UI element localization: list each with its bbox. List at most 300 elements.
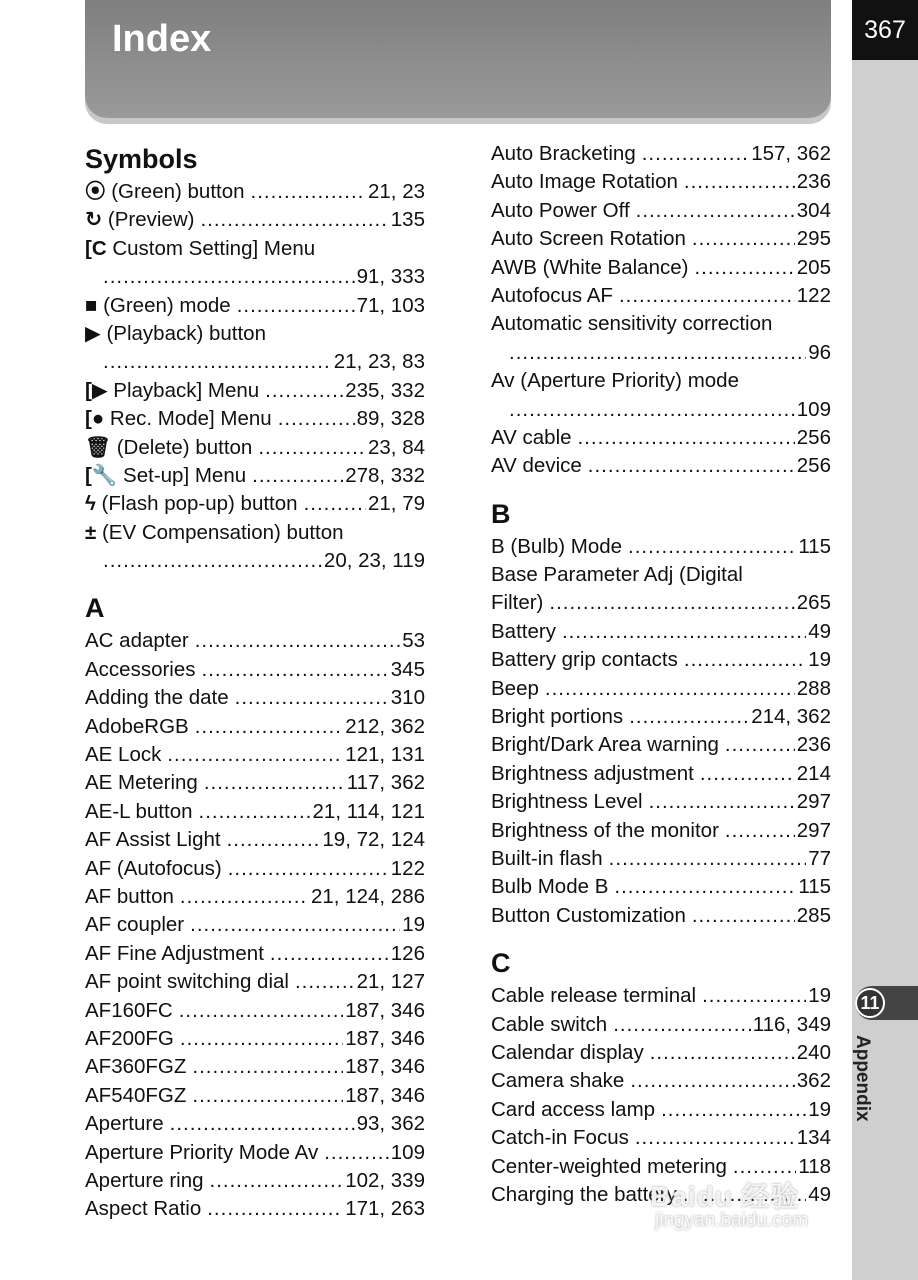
page-refs: 19 [808,1097,831,1121]
page-refs: 278, 332 [345,463,425,487]
page-title: Index [112,18,212,60]
page-refs: 205 [796,255,831,279]
term-text: Filter) [491,591,544,615]
page-refs: 19, 72, 124 [322,828,425,852]
term-text: Playback] Menu [107,378,260,402]
index-entry [491,533,831,561]
index-term [491,703,623,731]
page-refs: 19 [402,913,425,937]
index-term [85,434,252,462]
term-text: Battery [491,619,556,643]
term-text: Catch-in Focus [491,1126,629,1150]
symbol-icon: [C [85,236,107,260]
index-entry [85,434,425,462]
page-refs: 89, 328 [356,407,425,431]
index-entry [491,367,831,395]
leader-dots [562,618,806,646]
page-refs: 77 [808,846,831,870]
term-text: AF (Autofocus) [85,856,222,880]
page-refs: 171, 263 [345,1197,425,1221]
symbol-icon: [🔧 [85,463,118,487]
index-term [491,168,678,196]
leader-dots [199,798,311,826]
page-refs: 21, 23 [368,180,425,203]
leader-dots [180,883,309,911]
term-text: AE-L button [85,799,193,823]
term-text: Center-weighted metering [491,1154,727,1178]
term-text: Battery grip contacts [491,648,678,672]
index-term [491,646,678,674]
index-entry [491,731,831,759]
index-term [491,618,556,646]
term-text: AF point switching dial [85,970,289,994]
page-refs: 304 [796,198,831,222]
index-term [85,911,184,939]
index-entry [491,618,831,646]
index-entry [491,788,831,816]
index-term [491,1011,607,1039]
leader-dots [103,547,322,575]
index-term [491,788,643,816]
term-text: AF540FGZ [85,1083,187,1107]
leader-dots [179,997,343,1025]
leader-dots [202,656,389,684]
term-text: Aperture ring [85,1168,204,1192]
index-term [491,225,686,253]
term-text: Av (Aperture Priority) mode [491,369,739,393]
symbol-icon: ϟ [85,492,96,516]
term-text: Cable release terminal [491,984,697,1008]
index-term [85,178,245,206]
index-term [85,883,174,911]
index-term [85,627,189,655]
page-refs: 115 [798,534,831,558]
symbols-list [85,178,425,575]
leader-dots [251,178,366,206]
watermark-url: jingyan.baidu.com [655,1210,809,1231]
index-entry [85,883,425,911]
page-refs: 265 [796,591,831,615]
leader-dots [103,263,355,291]
index-entry [85,855,425,883]
index-entry [85,798,425,826]
term-text: AdobeRGB [85,714,189,738]
index-term [85,1110,164,1138]
index-entry [491,982,831,1010]
page-refs: 20, 23, 119 [323,549,425,573]
index-term [85,968,289,996]
page-refs: 236 [796,170,831,194]
leader-dots [694,254,794,282]
page-refs: 53 [402,629,425,653]
page-refs: 256 [796,454,831,478]
page-refs: 187, 346 [345,1055,425,1079]
index-entry [85,656,425,684]
leader-dots [725,817,795,845]
index-entry [85,1195,425,1223]
leader-dots [630,1067,794,1095]
term-text: Cable switch [491,1012,608,1036]
term-text: AE Lock [85,743,162,767]
term-text: AWB (White Balance) [491,255,689,279]
index-term [491,1096,655,1124]
page-refs: 96 [808,340,831,364]
term-text: AF Assist Light [85,828,221,852]
page-refs: 49 [808,619,831,643]
term-text: Card access lamp [491,1097,656,1121]
leader-dots [235,684,389,712]
leader-dots [636,197,795,225]
page-refs: 49 [808,1182,831,1206]
index-entry [491,703,831,731]
leader-dots [692,902,795,930]
index-entry [85,826,425,854]
term-text: AE Metering [85,771,198,795]
symbol-icon: ▶ [85,321,101,345]
index-entry [85,741,425,769]
index-term [491,1039,644,1067]
index-entry [491,1039,831,1067]
index-entry [85,968,425,996]
leader-dots [278,405,355,433]
index-term [491,533,622,561]
leader-dots [227,826,321,854]
term-text: Aperture [85,1112,164,1136]
index-term [491,452,582,480]
index-entry [85,769,425,797]
leader-dots [684,168,795,196]
index-term [85,826,221,854]
index-entry [491,675,831,703]
index-entry [491,168,831,196]
index-term [491,760,694,788]
term-text: Auto Bracketing [491,142,636,165]
term-text: Camera shake [491,1069,625,1093]
index-term [85,1053,186,1081]
index-term [85,940,264,968]
term-text: AV device [491,454,582,478]
leader-dots [167,741,343,769]
page-refs: 310 [390,686,425,710]
page-refs: 21, 127 [356,970,425,994]
index-entry [85,1139,425,1167]
leader-dots [613,1011,751,1039]
page-refs: 116, 349 [752,1012,831,1036]
term-text: Bulb Mode B [491,875,609,899]
index-entry [491,817,831,845]
term-text: Aspect Ratio [85,1197,202,1221]
index-entry [85,235,425,263]
symbol-icon: [▶ [85,378,108,402]
term-text: Brightness Level [491,790,643,814]
leader-dots [635,1124,795,1152]
index-term [491,589,543,617]
term-text: Set-up] Menu [117,463,247,487]
index-term [491,982,696,1010]
index-term [85,1167,204,1195]
term-text: (Preview) [102,208,195,232]
page-refs: 295 [796,227,831,251]
section-heading-c: C [491,948,511,979]
index-term [85,1025,174,1053]
index-entry [491,1124,831,1152]
index-term [491,1181,677,1209]
index-term [85,997,173,1025]
index-entry [85,1110,425,1138]
term-text: Custom Setting] Menu [106,236,316,260]
index-entry [491,197,831,225]
a-entries-continued-list [491,140,831,481]
index-entry [491,424,831,452]
page-refs: 71, 103 [356,293,425,317]
leader-dots [609,845,807,873]
page-refs: 362 [796,1069,831,1093]
index-entry [85,547,425,575]
index-term [85,490,298,518]
index-term [491,675,539,703]
leader-dots [509,396,795,424]
symbol-icon: 🗑 [85,435,112,459]
index-term [85,1139,318,1167]
section-heading-symbols: Symbols [85,144,198,174]
index-term [85,1082,186,1110]
page-refs: 118 [798,1154,831,1178]
leader-dots [692,225,795,253]
term-text: Button Customization [491,903,686,927]
term-text: Bright/Dark Area warning [491,733,719,757]
index-entry [491,282,831,310]
term-text: Accessories [85,657,196,681]
term-text: Brightness adjustment [491,761,694,785]
index-term [85,798,193,826]
index-entry [85,377,425,405]
index-entry [491,1011,831,1039]
section-heading-a: A [85,593,105,624]
index-entry [491,339,831,367]
page-refs: 93, 362 [356,1112,425,1136]
index-entry [85,348,425,376]
term-text: AF button [85,884,174,908]
symbol-icon: [● [85,407,105,431]
index-term [491,254,688,282]
index-entry [85,490,425,518]
index-term [85,769,198,797]
index-entry [85,292,425,320]
page-refs: 288 [796,676,831,700]
index-entry [491,902,831,930]
leader-dots [190,911,400,939]
index-term [85,713,189,741]
leader-dots [195,627,400,655]
index-term [85,377,259,405]
index-entry [491,225,831,253]
symbol-icon: ⦿ [85,180,106,203]
leader-dots [103,348,332,376]
index-term [491,817,719,845]
index-entry [491,254,831,282]
leader-dots [192,1082,343,1110]
index-term [85,462,246,490]
leader-dots [180,1025,343,1053]
page-refs: 187, 346 [345,1083,425,1107]
index-term [85,855,222,883]
index-entry [85,519,425,547]
symbol-icon: ± [85,520,97,544]
page-refs: 21, 114, 121 [312,799,425,823]
leader-dots [258,434,366,462]
leader-dots [642,140,749,168]
index-entry [85,1167,425,1195]
term-text: AF360FGZ [85,1055,187,1079]
page-refs: 117, 362 [346,771,425,795]
watermark-brand: Baidu 经验 [650,1181,800,1212]
page-refs: 21, 124, 286 [311,884,425,908]
chapter-label: Appendix [852,1035,873,1122]
leader-dots [192,1053,343,1081]
index-term [491,197,630,225]
index-entry [85,405,425,433]
index-term [85,206,194,234]
page-refs: 256 [796,425,831,449]
index-term [85,684,229,712]
page-refs: 285 [796,903,831,927]
index-entry [491,396,831,424]
term-text: B (Bulb) Mode [491,534,623,558]
page-number: 367 [852,0,918,60]
term-text: Autofocus AF [491,283,613,307]
index-column-left [85,140,425,1224]
term-text: Aperture Priority Mode Av [85,1140,319,1164]
page-refs: 297 [796,790,831,814]
index-entry [85,684,425,712]
chapter-number: 11 [855,988,885,1018]
b-entries-list [491,533,831,930]
term-text: AC adapter [85,629,189,653]
leader-dots [204,769,345,797]
index-entry [85,206,425,234]
index-term [491,902,686,930]
index-entry [491,589,831,617]
index-entry [85,627,425,655]
leader-dots [237,292,355,320]
leader-dots [661,1096,806,1124]
leader-dots [619,282,795,310]
term-text: Adding the date [85,686,229,710]
term-text: Brightness of the monitor [491,818,719,842]
symbol-icon: ↻ [85,208,103,232]
index-term [491,424,572,452]
page-refs: 236 [796,733,831,757]
index-term [491,561,743,589]
page-refs: 122 [390,856,425,880]
leader-dots [628,533,796,561]
index-term [85,405,272,433]
leader-dots [700,760,795,788]
term-text: Rec. Mode] Menu [104,407,272,431]
term-text: AF160FC [85,998,173,1022]
page-refs: 109 [390,1140,425,1164]
index-entry [491,646,831,674]
index-entry [85,1025,425,1053]
index-term [85,292,231,320]
page-refs: 240 [796,1040,831,1064]
term-text: AF coupler [85,913,185,937]
leader-dots [649,788,795,816]
index-entry [85,940,425,968]
term-text: Auto Power Off [491,198,630,222]
page-refs: 212, 362 [345,714,425,738]
page-refs: 102, 339 [345,1168,425,1192]
index-term [491,367,739,395]
term-text: Auto Screen Rotation [491,227,686,251]
leader-dots [650,1039,795,1067]
page-refs: 135 [390,208,425,232]
leader-dots [578,424,795,452]
leader-dots [295,968,355,996]
term-text: Bright portions [491,705,624,729]
leader-dots [588,452,795,480]
page-refs: 235, 332 [345,378,425,402]
page-refs: 134 [796,1126,831,1150]
term-text: (Playback) button [100,321,266,345]
leader-dots [304,490,366,518]
term-text: AF200FG [85,1026,174,1050]
page-refs: 109 [796,397,831,421]
index-entry [85,997,425,1025]
leader-dots [702,982,806,1010]
index-column-right [491,140,831,1209]
index-term [85,519,344,547]
index-entry [85,320,425,348]
index-term [491,1124,629,1152]
index-term [85,656,196,684]
leader-dots [210,1167,344,1195]
index-term [85,235,315,263]
leader-dots [614,873,796,901]
page-refs: 297 [796,818,831,842]
leader-dots [629,703,749,731]
index-entry [85,1053,425,1081]
leader-dots [725,731,795,759]
leader-dots [545,675,795,703]
leader-dots [228,855,389,883]
page-refs: 187, 346 [345,998,425,1022]
leader-dots [207,1195,343,1223]
index-entry [85,178,425,206]
term-text: (Green) button [105,180,245,203]
term-text: AV cable [491,425,572,449]
term-text: AF Fine Adjustment [85,941,264,965]
index-term [491,282,613,310]
term-text: Calendar display [491,1040,644,1064]
leader-dots [324,1139,389,1167]
page-refs: 187, 346 [345,1026,425,1050]
page-refs: 21, 23, 83 [333,350,425,374]
index-entry [491,561,831,589]
term-text: Built-in flash [491,846,603,870]
page-refs: 121, 131 [345,743,425,767]
index-entry [491,1096,831,1124]
index-term [85,741,161,769]
index-entry [491,760,831,788]
symbol-icon: ■ [85,293,98,317]
term-text: Beep [491,676,539,700]
leader-dots [265,377,343,405]
index-term [491,310,772,338]
index-entry [491,452,831,480]
term-text: (EV Compensation) button [96,520,344,544]
index-entry [85,462,425,490]
